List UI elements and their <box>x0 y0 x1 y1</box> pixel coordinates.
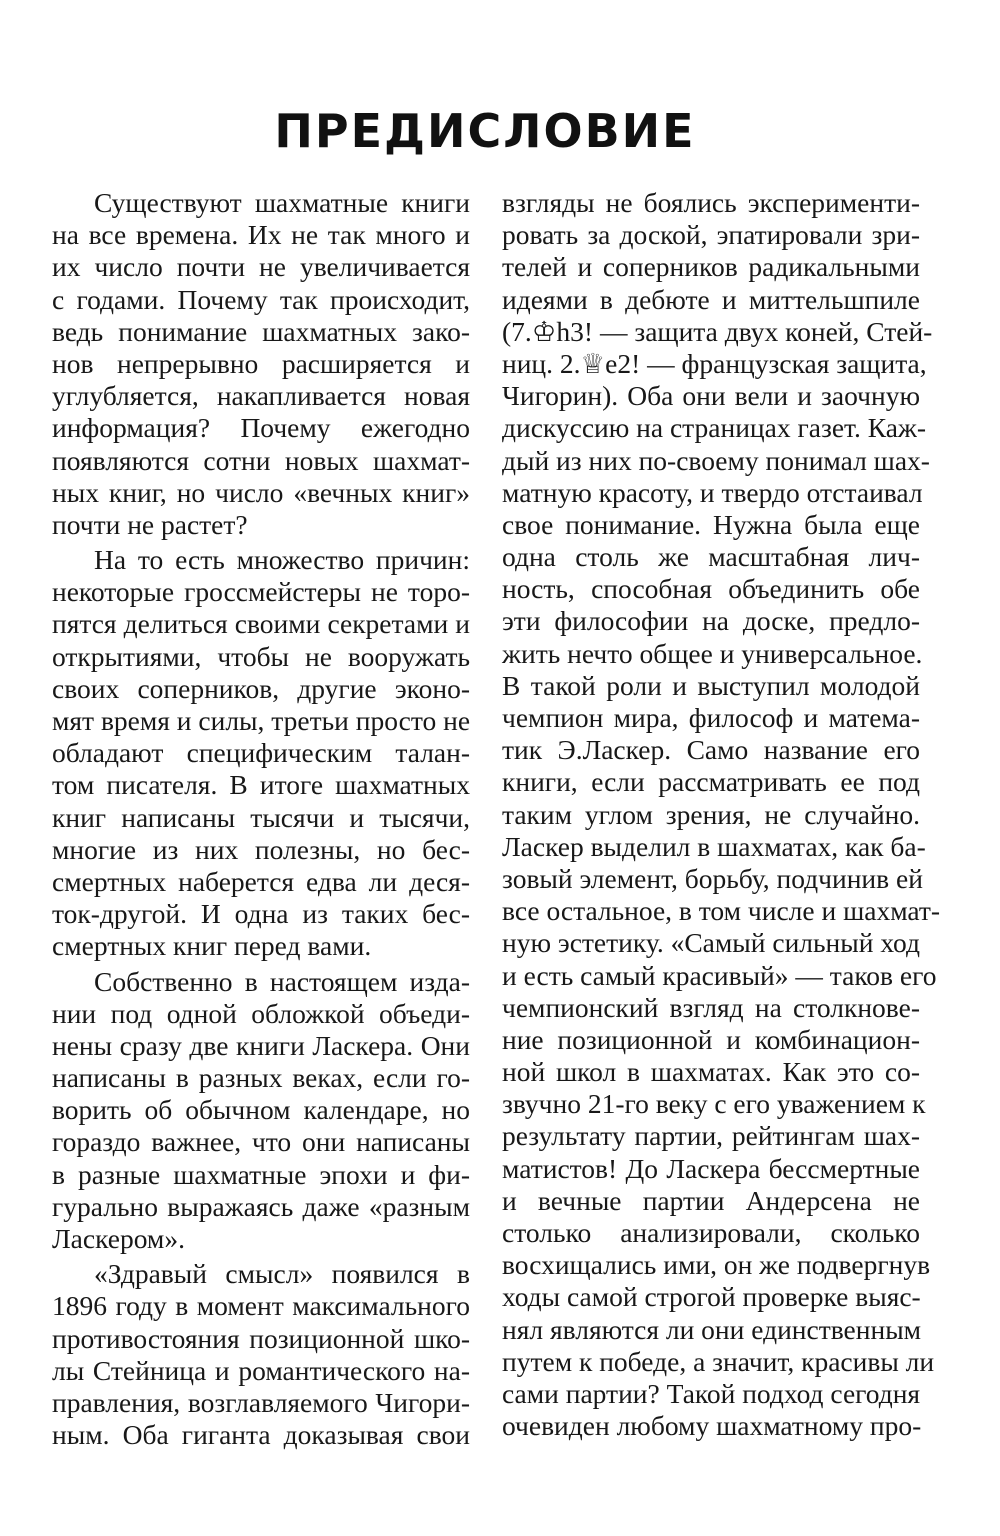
text-line: Существуют шахматные книги <box>94 187 470 218</box>
text-line: и вечные партии Андерсена не <box>502 1184 920 1216</box>
text-line: столько анализировали, сколько <box>502 1217 920 1248</box>
text-line: ным. Оба гиганта доказывая свои <box>52 1419 470 1451</box>
text-line: матную красоту, и твердо отстаивал <box>502 476 923 508</box>
text-line: смертных книг перед вами. <box>52 930 372 962</box>
text-line: нии под одной обложкой объеди- <box>52 997 470 1029</box>
text-line: идеями в дебюте и миттельшпиле <box>502 283 920 315</box>
text-line: книги, если рассматривать ее под <box>502 766 920 798</box>
text-line: Ласкером». <box>52 1223 185 1254</box>
text-line: ток-другой. И одна из таких бес- <box>52 898 470 930</box>
text-line: нял являются ли они единственным <box>502 1313 922 1345</box>
text-line: гурально выражаясь даже «разным <box>52 1190 470 1222</box>
text-line: матистов! До Ласкера бессмертные <box>502 1152 920 1184</box>
text-line: тик Э.Ласкер. Само название его <box>502 734 920 766</box>
text-line: и есть самый красивый» — таков его <box>502 959 937 991</box>
text-line: таким углом зрения, не случайно. <box>502 798 920 830</box>
text-line: правления, возглавляемого Чигори- <box>52 1386 470 1418</box>
text-line: чемпионский взгляд на столкнове- <box>502 991 920 1023</box>
text-line: информация? Почему ежегодно <box>52 412 470 444</box>
text-line: их число почти не увеличивается <box>52 251 470 283</box>
text-line: одна столь же масштабная лич- <box>502 541 920 573</box>
text-line: том писателя. В итоге шахматных <box>52 769 470 801</box>
text-line: в разные шахматные эпохи и фи- <box>52 1158 470 1190</box>
text-line: очевиден любому шахматному про- <box>502 1410 922 1442</box>
text-line: обладают специфическим талан- <box>52 737 470 769</box>
text-line: сами партии? Такой подход сегодня <box>502 1377 921 1409</box>
text-line: ность, способная объединить обе <box>502 573 920 605</box>
text-line: открытиями, чтобы не вооружать <box>52 640 470 672</box>
text-line: нены сразу две книги Ласкера. Они <box>52 1029 470 1061</box>
text-line: почти не растет? <box>52 508 248 540</box>
text-line: с годами. Почему так происходит, <box>52 283 470 315</box>
text-line: ровать за доской, эпатировали зри- <box>502 219 920 251</box>
text-line: ведь понимание шахматных зако- <box>52 315 470 347</box>
text-line: звучно 21-го веку с его уважением к <box>502 1088 926 1120</box>
text-line: смертных наберется едва ли деся- <box>52 865 470 897</box>
text-line: лы Стейница и романтического на- <box>52 1354 470 1386</box>
text-line: эти философии на доске, предло- <box>502 605 920 637</box>
text-line: все остальное, в том числе и шахмат- <box>502 895 941 927</box>
text-line: углубляется, накапливается новая <box>52 380 470 412</box>
text-line: 1896 году в момент максимального <box>52 1290 470 1322</box>
text-line: путем к победе, а значит, красивы ли <box>502 1345 935 1377</box>
text-line: (7.♔h3! — защита двух коней, Стей- <box>502 315 933 347</box>
text-line: ных книг, но число «вечных книг» <box>52 476 470 508</box>
text-line: дискуссию на страницах газет. Каж- <box>502 412 927 444</box>
text-line: Собственно в настоящем изда- <box>94 965 470 997</box>
text-line: ворить об обычном календаре, но <box>52 1094 470 1126</box>
text-line: Ласкер выделил в шахматах, как ба- <box>502 830 926 862</box>
text-line: В такой роли и выступил молодой <box>502 669 920 701</box>
left-text-column <box>52 187 470 1451</box>
text-line: На то есть множество причин: <box>94 544 470 576</box>
text-line: нов непрерывно расширяется и <box>52 347 470 379</box>
text-line: некоторые гроссмейстеры не торо- <box>52 576 470 608</box>
text-line: свое понимание. Нужна была еще <box>502 508 920 540</box>
right-text-column <box>502 187 941 1442</box>
text-line: мят время и силы, третьи просто не <box>52 705 471 736</box>
text-line: гораздо важнее, что они написаны <box>52 1126 470 1158</box>
text-line: восхищались ими, он же подвергнув <box>502 1249 931 1281</box>
text-line: ную эстетику. «Самый сильный ход <box>502 927 920 959</box>
text-line: взгляды не боялись эксперименти- <box>502 187 920 218</box>
text-line: ной школ в шахматах. Как это со- <box>502 1056 920 1088</box>
text-line: пятся делиться своими секретами и <box>52 608 470 640</box>
text-line: результату партии, рейтингам шах- <box>502 1120 920 1152</box>
text-line: жить нечто общее и универсальное. <box>502 637 923 669</box>
text-line: появляются сотни новых шахмат- <box>52 444 470 476</box>
text-line: книг написаны тысячи и тысячи, <box>52 801 470 833</box>
page-title: ПРЕДИСЛОВИЕ <box>274 104 696 158</box>
text-line: ходы самой строгой проверке выяс- <box>502 1281 921 1313</box>
text-line: написаны в разных веках, если го- <box>52 1062 470 1094</box>
text-line: противостояния позиционной шко- <box>52 1322 470 1354</box>
text-line: многие из них полезны, но бес- <box>52 833 470 865</box>
text-line: ниц. 2.♕e2! — французская защита, <box>502 347 927 379</box>
text-line: зовый элемент, борьбу, подчинив ей <box>502 862 923 894</box>
text-line: ние позиционной и комбинацион- <box>502 1023 920 1055</box>
text-line: на все времена. Их не так много и <box>52 219 470 251</box>
text-line: телей и соперников радикальными <box>502 251 920 283</box>
text-line: «Здравый смысл» появился в <box>94 1258 470 1290</box>
text-line: чемпион мира, философ и матема- <box>502 702 920 733</box>
text-line: дый из них по-своему понимал шах- <box>502 444 930 476</box>
text-line: Чигорин). Оба они вели и заочную <box>502 380 920 412</box>
text-line: своих соперников, другие эконо- <box>52 672 470 704</box>
